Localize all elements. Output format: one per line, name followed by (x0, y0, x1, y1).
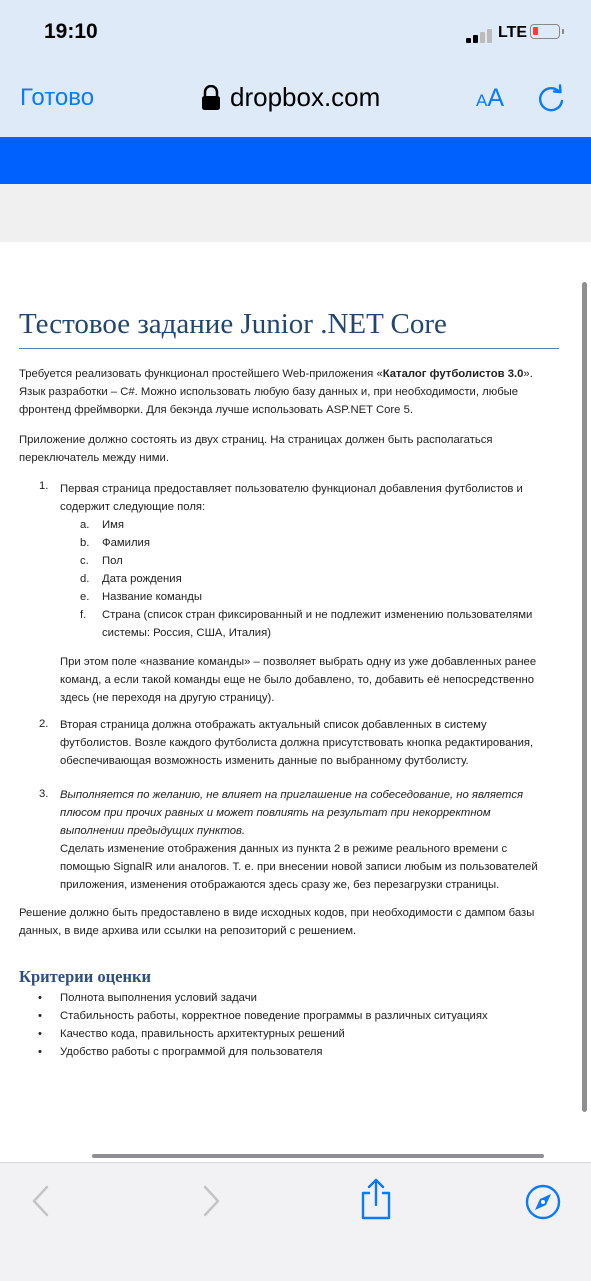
item-3-line-4: Сделать изменение отображения данных из пункта 2 в режиме реального времени с (60, 843, 508, 855)
lock-icon (200, 85, 222, 111)
intro-line-3: фронтенд фреймворки. Для бекэнда лучше использовать ASP.NET Core 5. (19, 404, 414, 416)
status-time: 19:10 (44, 20, 98, 43)
field-text: Страна (список стран фиксированный и не подлежит изменению пользователями (102, 609, 533, 621)
url-text: dropbox.com (230, 82, 381, 112)
field-text: Фамилия (102, 537, 150, 549)
title-underline (19, 348, 559, 349)
bullet-icon: • (38, 992, 42, 1004)
solution-line-1: Решение должно быть предоставлено в виде исходных кодов, при необходимости с дампом базы (19, 907, 535, 919)
field-text: Имя (102, 519, 125, 531)
field-text: Дата рождения (102, 573, 182, 585)
criteria-item: Стабильность работы, корректное поведение программы в различных ситуациях (60, 1010, 488, 1022)
horizontal-scrollbar[interactable] (92, 1154, 544, 1158)
dropbox-header-bar (0, 137, 591, 184)
item-1-note-line-1: При этом поле «название команды» – позволяет выбрать одну из уже добавленных ранее (60, 656, 537, 668)
pages-line-2: переключатель между ними. (19, 452, 169, 464)
bullet-icon: • (38, 1028, 42, 1040)
field-letter: e. (80, 591, 90, 603)
intro-line-2: Язык разработки – C#. Можно использовать любую базу данных и, при необходимости, любые (19, 386, 519, 398)
item-1-line-1: Первая страница предоставляет пользователю функционал добавления футболистов и (60, 483, 523, 495)
item-3-number: 3. (39, 788, 49, 800)
item-2-line-2: футболистов. Возле каждого футболиста должна присутствовать кнопка редактирования, (60, 737, 534, 749)
field-letter: a. (80, 519, 90, 531)
item-3-line-5: помощью SignalR или аналогов. Т. е. при внесении новой записи любым из пользователей (60, 861, 538, 873)
field-letter: b. (80, 537, 90, 549)
intro-line-1: Требуется реализовать функционал простейшего Web-приложения «Каталог футболистов 3.0». (19, 368, 533, 380)
browser-bottom-toolbar (0, 1162, 591, 1281)
cellular-signal-icon (466, 27, 494, 43)
criteria-item: Удобство работы с программой для пользователя (60, 1046, 323, 1058)
compass-icon[interactable] (524, 1183, 562, 1221)
bullet-icon: • (38, 1010, 42, 1022)
item-3-italic-line-1: Выполняется по желанию, не влияет на приглашение на собеседование, но является (60, 789, 524, 801)
item-3-italic-line-3: выполнении предыдущих пунктов. (60, 825, 246, 837)
pages-line-1: Приложение должно состоять из двух страниц. На страницах должен быть располагаться (19, 434, 493, 446)
vertical-scrollbar[interactable] (582, 282, 587, 1112)
item-1-note-line-3: здесь (не переходя на другую страницу). (60, 692, 275, 704)
field-text: Название команды (102, 591, 202, 603)
done-button[interactable]: Готово (20, 84, 95, 111)
chevron-right-icon[interactable] (198, 1183, 224, 1219)
field-text: Пол (102, 555, 123, 567)
field-letter: c. (80, 555, 89, 567)
item-2-number: 2. (39, 718, 49, 730)
solution-line-2: данных, в виде архива или ссылки на репозиторий с решением. (19, 925, 357, 937)
text-size-button[interactable]: AA (476, 84, 505, 112)
item-2-line-3: обеспечивающая возможность изменить данные по выбранному футболисту. (60, 755, 469, 767)
status-bar (0, 0, 591, 64)
item-3-line-6: приложения, изменения отображаются здесь сразу же, без перезагрузки страницы. (60, 879, 500, 891)
reload-icon[interactable] (534, 82, 568, 116)
item-3-italic-line-2: плюсом при прочих равных и может повлиять на результат при некорректном (60, 807, 491, 819)
battery-icon (530, 24, 560, 39)
chevron-left-icon[interactable] (28, 1183, 54, 1219)
item-1-note-line-2: команд, а если такой команды еще не было добавлено, то, добавить её непосредственно (60, 674, 534, 686)
field-letter: d. (80, 573, 90, 585)
field-letter: f. (80, 609, 87, 621)
criteria-item: Качество кода, правильность архитектурных решений (60, 1028, 345, 1040)
item-1-line-2: содержит следующие поля: (60, 501, 206, 513)
document-title: Тестовое задание Junior .NET Core (19, 308, 447, 340)
item-2-line-1: Вторая страница должна отображать актуальный список добавленных в систему (60, 719, 487, 731)
item-1-number: 1. (39, 480, 49, 492)
browser-nav-bar (0, 64, 591, 137)
criteria-item: Полнота выполнения условий задачи (60, 992, 257, 1004)
field-text-cont: системы: Россия, США, Италия) (102, 627, 271, 639)
url-bar[interactable] (200, 82, 380, 113)
network-label: LTE (498, 24, 528, 41)
criteria-heading: Критерии оценки (19, 967, 151, 986)
share-icon[interactable] (358, 1177, 394, 1221)
viewer-toolbar-area (0, 184, 591, 242)
bullet-icon: • (38, 1046, 42, 1058)
